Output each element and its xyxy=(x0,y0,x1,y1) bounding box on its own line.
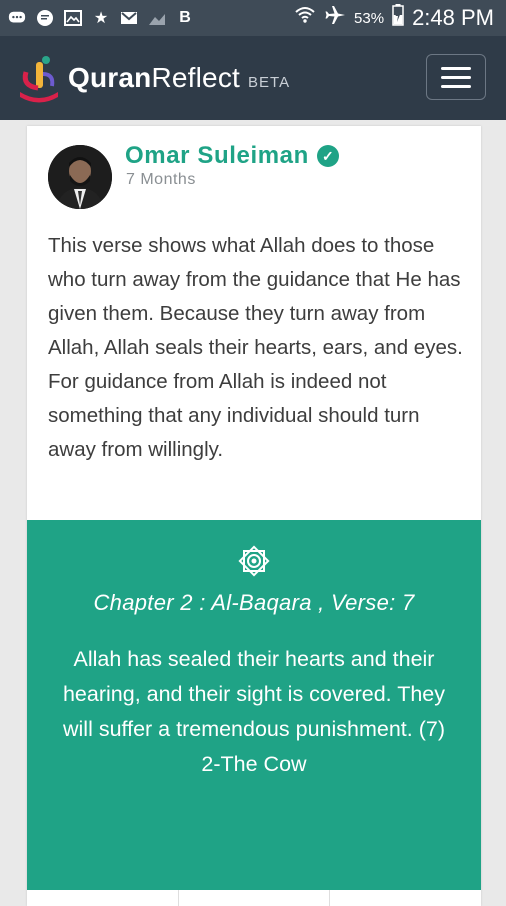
battery-charging-icon xyxy=(392,4,404,32)
author-name[interactable]: Omar Suleiman xyxy=(125,142,309,169)
reflection-card xyxy=(27,126,481,906)
airplane-mode-icon xyxy=(324,4,346,32)
image-icon xyxy=(64,9,82,27)
battery-percent: 53% xyxy=(354,9,385,27)
chat-bubbles-icon xyxy=(8,9,26,27)
beta-badge: BETA xyxy=(248,74,291,91)
verse-box[interactable] xyxy=(27,520,481,890)
author-row xyxy=(125,142,339,170)
status-bar xyxy=(0,0,506,36)
menu-line-icon xyxy=(441,76,471,79)
person-portrait-icon xyxy=(48,145,112,209)
verse-text: Allah has sealed their hearts and their hearing, and their sight is covered. They will suffer a tremendous punishment. (7) 2-The Cow xyxy=(62,647,446,776)
brand-name-bold: Quran xyxy=(68,62,152,93)
reflection-text: This verse shows what Allah does to those who turn away from the guidance that He has given them. Because they turn away from Allah, Allah seals their hearts, ears, and eyes. For guidance from Allah is indeed not something that any individual should turn away from willingly. xyxy=(48,234,463,461)
quranreflect-logo xyxy=(16,52,62,104)
verified-check-icon: ✓ xyxy=(317,145,339,167)
hamburger-menu-button[interactable] xyxy=(426,54,486,100)
gmail-icon xyxy=(120,9,138,27)
b-app-icon: B xyxy=(179,9,191,26)
app-title[interactable] xyxy=(68,62,290,94)
menu-line-icon xyxy=(441,85,471,88)
brand-name-rest: Reflect xyxy=(151,62,241,93)
clock: 2:48 PM xyxy=(412,5,494,30)
menu-line-icon xyxy=(441,67,471,70)
app-bar xyxy=(0,36,506,120)
verse-star-ornament-icon xyxy=(235,542,273,580)
card-actions-row xyxy=(27,890,481,906)
wifi-icon xyxy=(294,5,316,31)
author-avatar[interactable] xyxy=(48,145,112,209)
action-divider xyxy=(329,890,330,906)
action-divider xyxy=(178,890,179,906)
photo-icon xyxy=(148,9,166,27)
star-icon: ★ xyxy=(93,10,109,27)
verse-reference: Chapter 2 : Al-Baqara , Verse: 7 xyxy=(93,590,415,615)
post-time: 7 Months xyxy=(126,171,196,188)
message-icon xyxy=(36,9,54,27)
